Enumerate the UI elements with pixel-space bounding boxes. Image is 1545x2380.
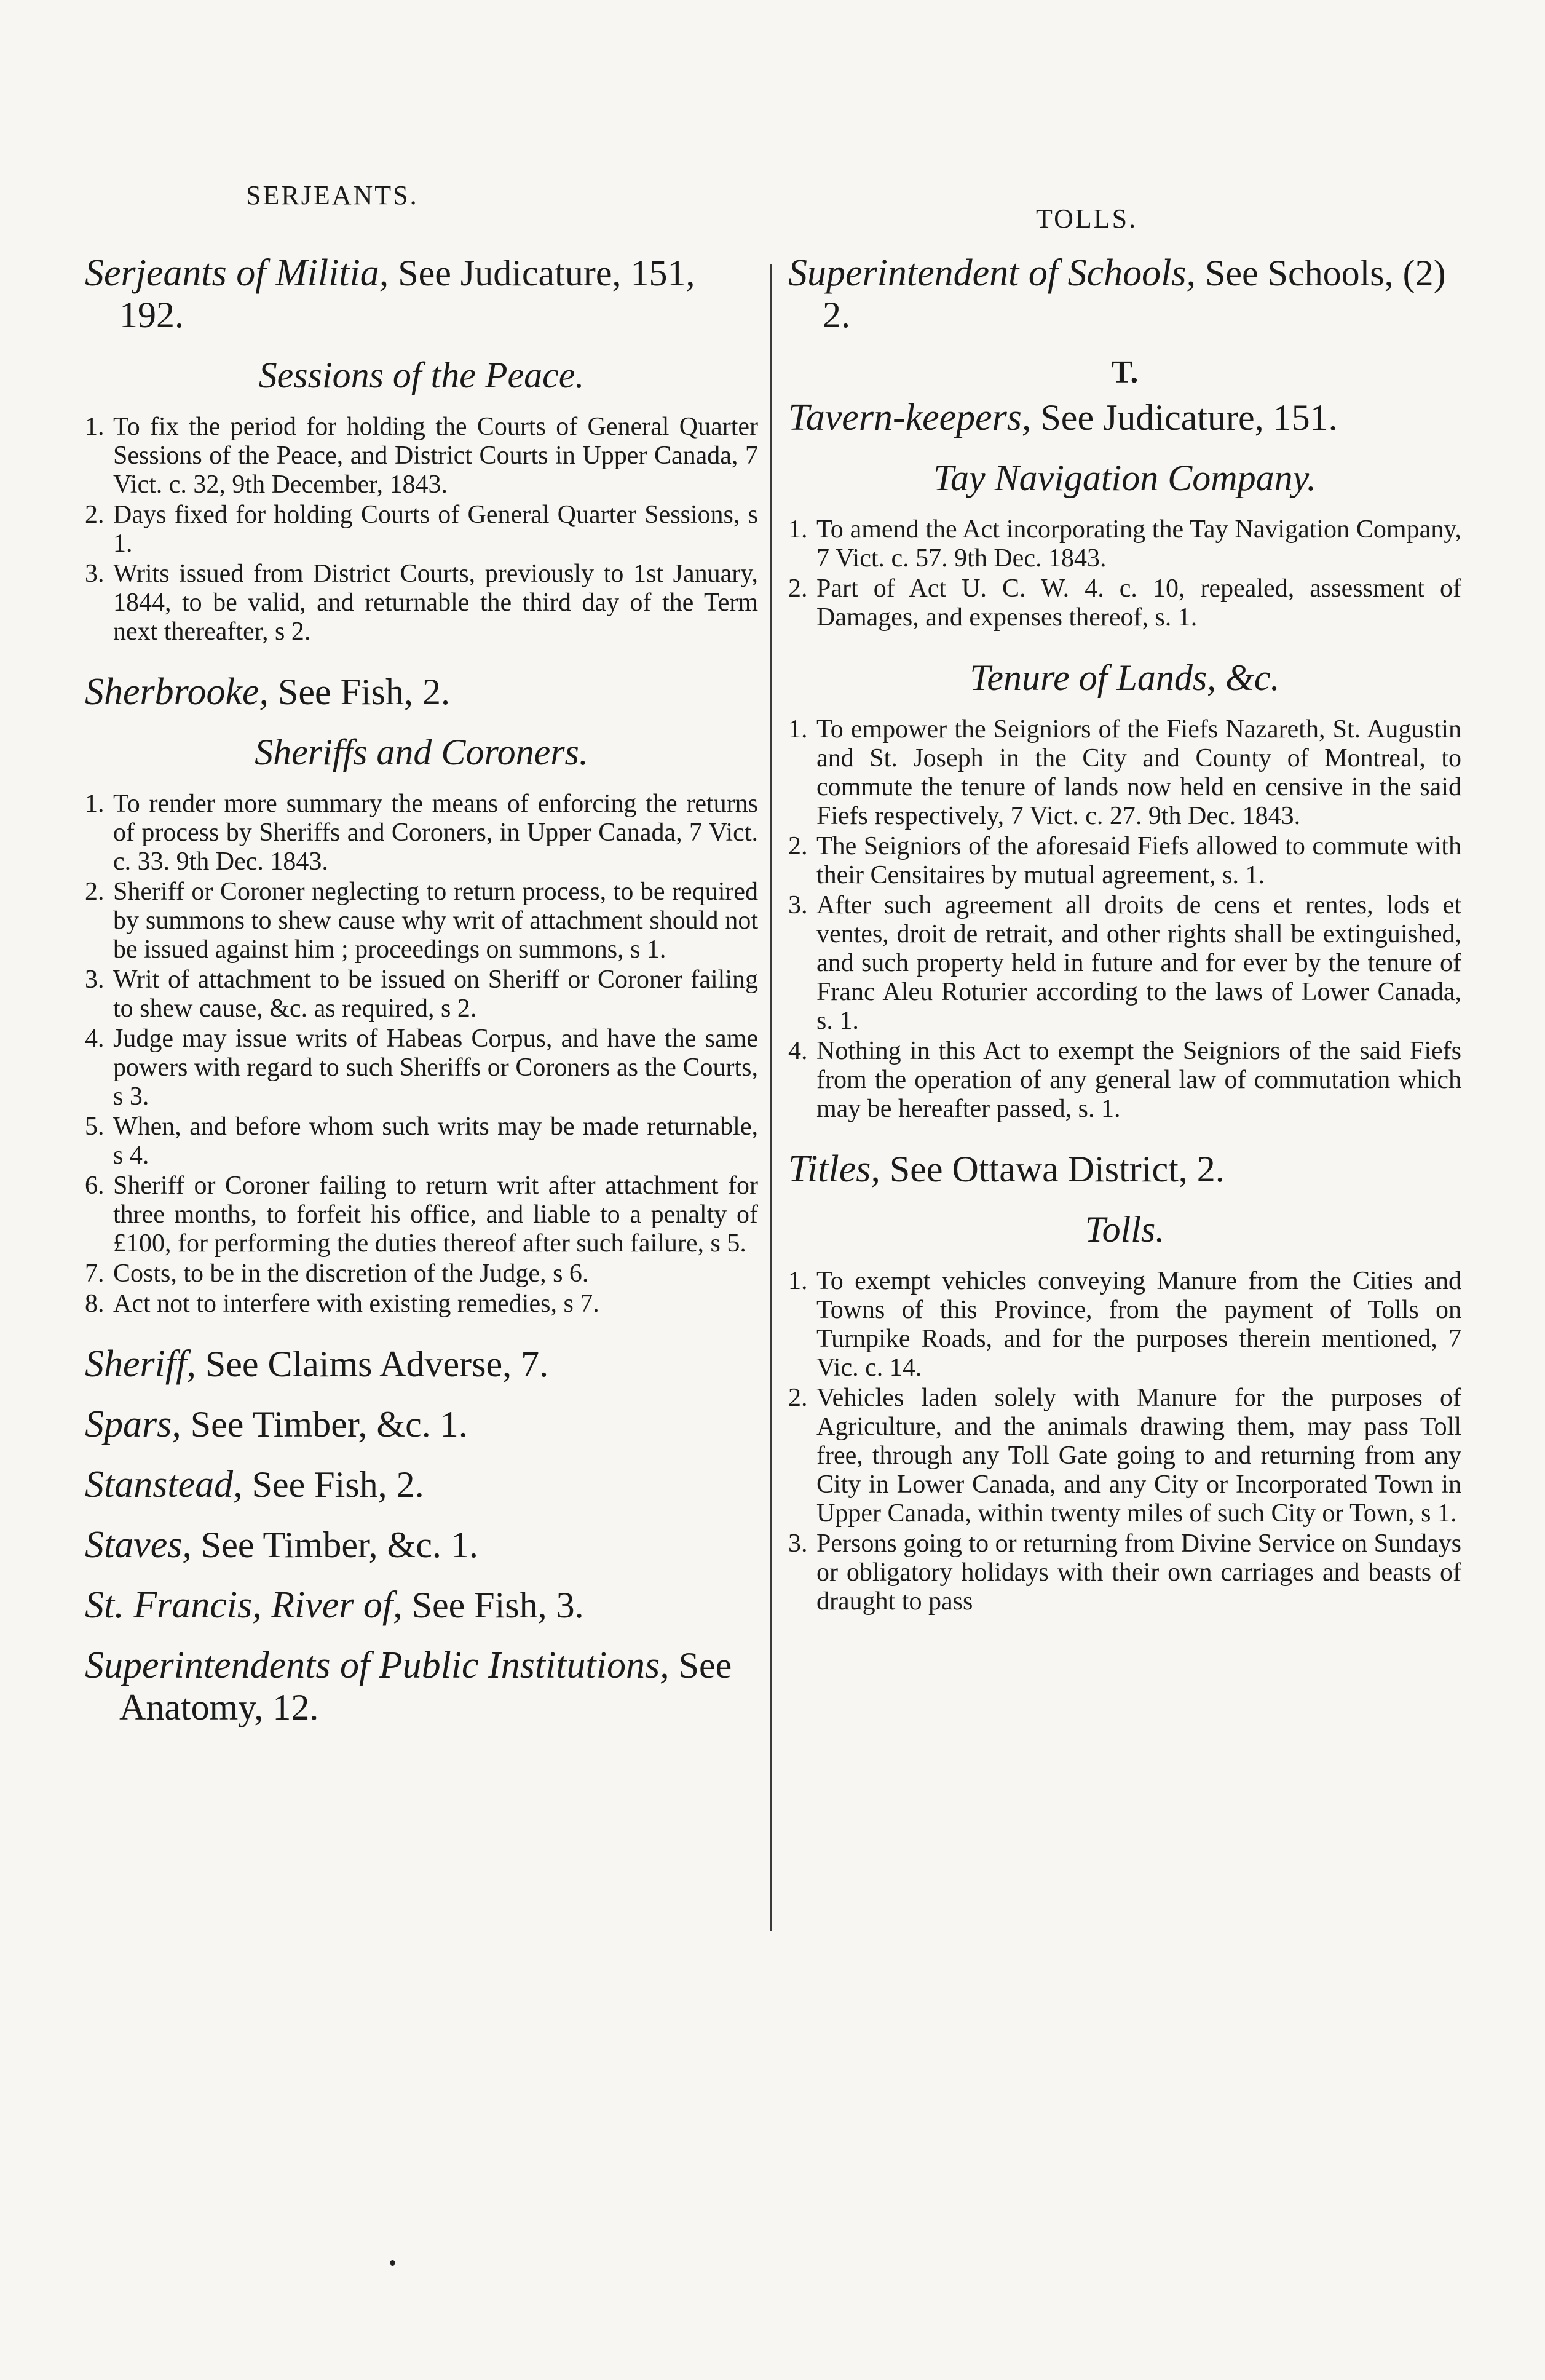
list-item — [788, 1267, 1461, 1382]
index-entry — [85, 252, 758, 336]
item-number: 1. — [788, 715, 808, 744]
index-entry — [85, 1524, 758, 1566]
index-entry — [85, 1644, 758, 1728]
index-reference: See Fish, 2. — [278, 672, 451, 712]
item-number: 3. — [788, 1529, 808, 1558]
item-number: 3. — [85, 560, 105, 588]
item-text: Days fixed for holding Courts of General Quarter Sessions, s 1. — [113, 501, 758, 558]
item-text: The Seigniors of the aforesaid Fiefs allowed to commute with their Censitaires by mutual agreement, s. 1. — [816, 832, 1461, 889]
index-term: Titles, — [788, 1148, 880, 1190]
item-text: Sheriff or Coroner neglecting to return process, to be required by summons to shew cause why writ of attachment should not be issued against him ; proceedings on summons, s 1. — [113, 878, 758, 964]
entry-list — [85, 790, 758, 1319]
left-column — [85, 252, 758, 1747]
list-item — [788, 832, 1461, 890]
item-number: 4. — [85, 1025, 105, 1053]
index-entry — [788, 397, 1461, 438]
entry-list — [85, 413, 758, 646]
list-item — [788, 1037, 1461, 1124]
item-text: To fix the period for holding the Courts of General Quarter Sessions of the Peace, and District Courts in Upper Canada, 7 Vict. c. 32, 9th December, 1843. — [113, 413, 758, 499]
item-number: 2. — [85, 878, 105, 906]
list-item — [85, 560, 758, 646]
list-item — [85, 966, 758, 1023]
item-text: Persons going to or returning from Divine Service on Sundays or obligatory holidays with their own carriages and beasts of draught to pass — [816, 1529, 1461, 1616]
index-term: Serjeants of Militia, — [85, 252, 389, 294]
item-number: 1. — [85, 413, 105, 441]
item-number: 2. — [788, 832, 808, 860]
list-item — [85, 1290, 758, 1319]
item-text: Part of Act U. C. W. 4. c. 10, repealed, assessment of Damages, and expenses thereof, s. 1. — [816, 574, 1461, 632]
item-text: Judge may issue writs of Habeas Corpus, and have the same powers with regard to such Sheriffs or Coroners as the Courts, s 3. — [113, 1025, 758, 1111]
item-number: 6. — [85, 1172, 105, 1200]
item-text: Writ of attachment to be issued on Sheriff or Coroner failing to shew cause, &c. as required, s 2. — [113, 966, 758, 1023]
index-reference: See Judicature, 151, 192. — [119, 253, 695, 335]
list-item — [788, 574, 1461, 632]
item-number: 1. — [788, 515, 808, 544]
section-heading: Tolls. — [1085, 1209, 1165, 1250]
column-divider — [770, 264, 772, 1931]
index-reference: See Claims Adverse, 7. — [205, 1344, 549, 1384]
index-term: Superintendent of Schools, — [788, 252, 1196, 294]
item-text: To exempt vehicles conveying Manure from the Cities and Towns of this Province, from the payment of Tolls on Turnpike Roads, and for the purposes therein mentioned, 7 Vic. c. 14. — [816, 1267, 1461, 1382]
index-term: Stanstead, — [85, 1464, 243, 1505]
list-item — [788, 1384, 1461, 1528]
section-heading: Tenure of Lands, &c. — [970, 657, 1280, 698]
section-heading: Tay Navigation Company. — [933, 458, 1316, 498]
index-entry — [85, 1464, 758, 1505]
item-number: 3. — [85, 966, 105, 994]
item-text: Writs issued from District Courts, previously to 1st January, 1844, to be valid, and returnable the third day of the Term next thereafter, s 2. — [113, 560, 758, 646]
index-entry — [85, 1403, 758, 1445]
index-term: Tavern-keepers, — [788, 397, 1032, 438]
entry-list — [788, 515, 1461, 632]
item-number: 1. — [788, 1267, 808, 1295]
item-text: Costs, to be in the discretion of the Judge, s 6. — [113, 1259, 589, 1288]
index-reference: See Ottawa District, 2. — [889, 1149, 1225, 1189]
index-reference: See Fish, 3. — [411, 1585, 584, 1625]
index-term: St. Francis, River of, — [85, 1584, 403, 1626]
page-mark — [390, 2260, 395, 2266]
index-entry — [85, 1584, 758, 1626]
list-item — [85, 790, 758, 876]
item-number: 4. — [788, 1037, 808, 1065]
list-item — [788, 515, 1461, 573]
item-text: Sheriff or Coroner failing to return writ after attachment for three months, to forfeit his office, and liable to a penalty of £100, for performing the duties thereof after such failure, s 5. — [113, 1172, 758, 1258]
index-term: Superintendents of Public Institutions, — [85, 1644, 670, 1686]
index-entry — [788, 252, 1461, 336]
running-head-right: TOLLS. — [1036, 204, 1138, 234]
index-reference: See Anatomy, 12. — [119, 1645, 732, 1727]
item-number: 2. — [788, 1384, 808, 1412]
item-text: To amend the Act incorporating the Tay Navigation Company, 7 Vict. c. 57. 9th Dec. 1843. — [816, 515, 1461, 573]
list-item — [85, 1259, 758, 1288]
list-item — [85, 1172, 758, 1258]
letter-heading: T. — [1111, 355, 1139, 390]
index-term: Sheriff, — [85, 1343, 196, 1385]
item-text: When, and before whom such writs may be made returnable, s 4. — [113, 1113, 758, 1170]
list-item — [85, 413, 758, 499]
item-number: 5. — [85, 1113, 105, 1141]
list-item — [85, 1025, 758, 1111]
item-number: 1. — [85, 790, 105, 818]
item-number: 3. — [788, 891, 808, 919]
index-term: Spars, — [85, 1403, 181, 1445]
section-heading: Sheriffs and Coroners. — [255, 732, 588, 772]
list-item — [85, 501, 758, 558]
item-number: 2. — [85, 501, 105, 529]
right-column — [788, 252, 1461, 1641]
index-reference: See Timber, &c. 1. — [190, 1404, 468, 1445]
index-reference: See Timber, &c. 1. — [200, 1525, 478, 1565]
running-head-left: SERJEANTS. — [246, 180, 419, 210]
item-text: After such agreement all droits de cens et rentes, lods et ventes, droit de retrait, and other rights shall be extinguished, and such property held in future and for ever by the tenure of Franc Aleu Roturier according to the laws of Lower Canada, s. 1. — [816, 891, 1461, 1035]
index-term: Staves, — [85, 1524, 192, 1566]
index-term: Sherbrooke, — [85, 671, 269, 713]
index-reference: See Judicature, 151. — [1040, 397, 1338, 438]
section-heading: Sessions of the Peace. — [258, 355, 585, 395]
index-entry — [85, 671, 758, 713]
item-text: Nothing in this Act to exempt the Seigniors of the said Fiefs from the operation of any general law of commutation which may be hereafter passed, s. 1. — [816, 1037, 1461, 1123]
index-reference: See Schools, (2) 2. — [823, 253, 1446, 335]
list-item — [788, 891, 1461, 1036]
list-item — [788, 715, 1461, 831]
item-number: 2. — [788, 574, 808, 603]
index-entry — [85, 1343, 758, 1385]
index-entry — [788, 1148, 1461, 1190]
item-text: To render more summary the means of enforcing the returns of process by Sheriffs and Coroners, in Upper Canada, 7 Vict. c. 33. 9th Dec. 1843. — [113, 790, 758, 876]
list-item — [85, 1113, 758, 1170]
item-number: 8. — [85, 1290, 105, 1318]
list-item — [85, 878, 758, 964]
entry-list — [788, 715, 1461, 1124]
entry-list — [788, 1267, 1461, 1616]
list-item — [788, 1529, 1461, 1616]
item-number: 7. — [85, 1259, 105, 1288]
item-text: Act not to interfere with existing remedies, s 7. — [113, 1290, 599, 1318]
item-text: Vehicles laden solely with Manure for the purposes of Agriculture, and the animals drawing them, may pass Toll free, through any Toll Gate going to and returning from any City in Lower Canada, and any City or Incorporated Town in Upper Canada, within twenty miles of such City or Town, s 1. — [816, 1384, 1461, 1528]
item-text: To empower the Seigniors of the Fiefs Nazareth, St. Augustin and St. Joseph in the City and County of Montreal, to commute the tenure of lands now held en censive in the said Fiefs respectively, 7 Vict. c. 27. 9th Dec. 1843. — [816, 715, 1461, 830]
index-reference: See Fish, 2. — [251, 1464, 424, 1505]
